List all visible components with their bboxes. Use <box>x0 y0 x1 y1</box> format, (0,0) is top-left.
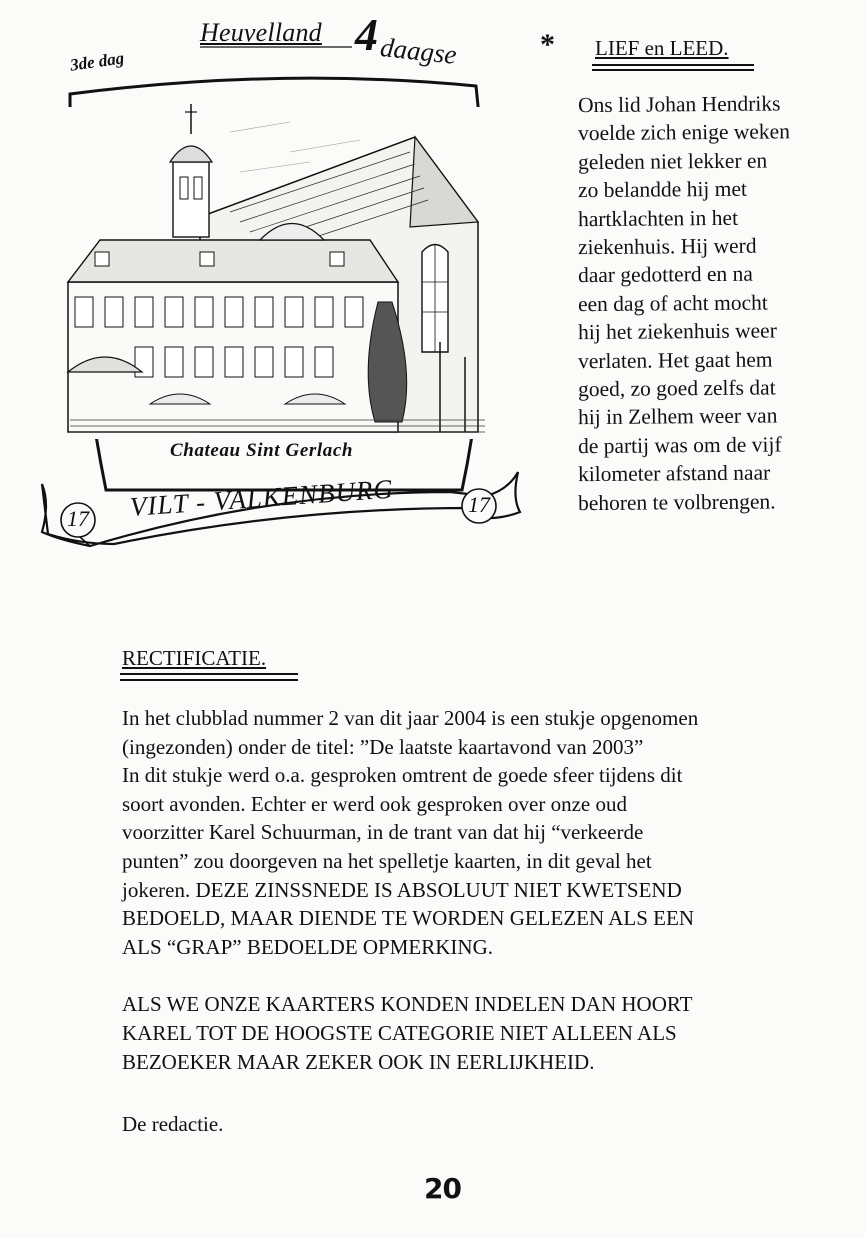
lief-en-leed-body <box>578 90 848 516</box>
illustration-card <box>30 9 530 552</box>
heading-rule <box>592 69 754 71</box>
lief-en-leed-line: de partij was om de vijf <box>577 432 782 459</box>
route-number-left: 17 <box>67 506 89 531</box>
paragraph-line: ALS “GRAP” BEDOELDE OPMERKING. <box>122 934 493 959</box>
lief-en-leed-line: hij het ziekenhuis weer <box>577 318 777 345</box>
lief-en-leed-line: hij in Zelhem weer van <box>577 403 778 430</box>
lief-en-leed-line: behoren te volbrengen. <box>577 489 776 515</box>
lief-en-leed-line: daar gedotterd en na <box>577 262 754 288</box>
paragraph-line: jokeren. DEZE ZINSSNEDE IS ABSOLUUT NIET KWETSEND <box>122 877 682 902</box>
signature: De redactie. <box>122 1112 224 1136</box>
paragraph-line: In dit stukje werd o.a. gesproken omtrent de goede sfeer tijdens dit <box>122 763 683 788</box>
paragraph-line: ALS WE ONZE KAARTERS KONDEN INDELEN DAN HOORT <box>122 992 693 1016</box>
lief-en-leed-line: Ons lid Johan Hendriks <box>577 91 781 118</box>
card-frame-drawing <box>30 12 530 552</box>
paragraph-line: soort avonden. Echter er werd ook gesproken over onze oud <box>122 791 627 816</box>
lief-en-leed-line: voelde zich enige weken <box>577 119 791 146</box>
heading-rule <box>592 64 754 66</box>
lief-en-leed-line: goed, zo goed zelfs dat <box>577 375 776 402</box>
card-route: VILT - VALKENBURG <box>128 473 395 522</box>
lief-en-leed-line: kilometer afstand naar <box>577 460 771 487</box>
paragraph-line: In het clubblad nummer 2 van dit jaar 2004 is een stukje opgenomen <box>122 706 699 730</box>
page-number: 20 <box>424 1172 461 1205</box>
paragraph-line: voorzitter Karel Schuurman, in de trant van dat hij “verkeerde <box>122 820 644 845</box>
lief-en-leed-line: zo belandde hij met <box>577 176 748 203</box>
rectificatie-heading: RECTIFICATIE. <box>122 646 267 670</box>
paragraph-line: (ingezonden) onder de titel: ”De laatste kaartavond van 2003” <box>122 734 644 759</box>
paragraph-line: punten” zou doorgeven na het spelletje kaarten, in dit geval het <box>122 849 652 873</box>
paragraph-line: BEZOEKER MAAR ZEKER OOK IN EERLIJKHEID. <box>122 1050 595 1074</box>
card-title-word: Heuvelland <box>200 18 322 47</box>
heading-rule <box>120 673 298 675</box>
paragraph-line: KAREL TOT DE HOOGSTE CATEGORIE NIET ALLEEN ALS <box>122 1021 677 1045</box>
asterisk-icon: * <box>540 28 555 61</box>
card-title-suffix: daagse <box>378 32 459 70</box>
route-number-right: 17 <box>468 492 490 517</box>
lief-en-leed-line: geleden niet lekker en <box>577 148 768 174</box>
card-day-label: 3de dag <box>68 48 126 75</box>
paragraph-line: BEDOELD, MAAR DIENDE TE WORDEN GELEZEN ALS EEN <box>122 906 694 931</box>
card-title-number: 4 <box>355 9 378 60</box>
heading-rule <box>120 679 298 681</box>
lief-en-leed-line: ziekenhuis. Hij werd <box>577 233 757 260</box>
lief-en-leed-line: verlaten. Het gaat hem <box>577 347 773 373</box>
lief-en-leed-line: hartklachten in het <box>577 205 739 231</box>
lief-en-leed-line: een dag of acht mocht <box>577 290 768 317</box>
lief-en-leed-heading: LIEF en LEED. <box>595 36 729 60</box>
card-caption: Chateau Sint Gerlach <box>170 440 354 461</box>
